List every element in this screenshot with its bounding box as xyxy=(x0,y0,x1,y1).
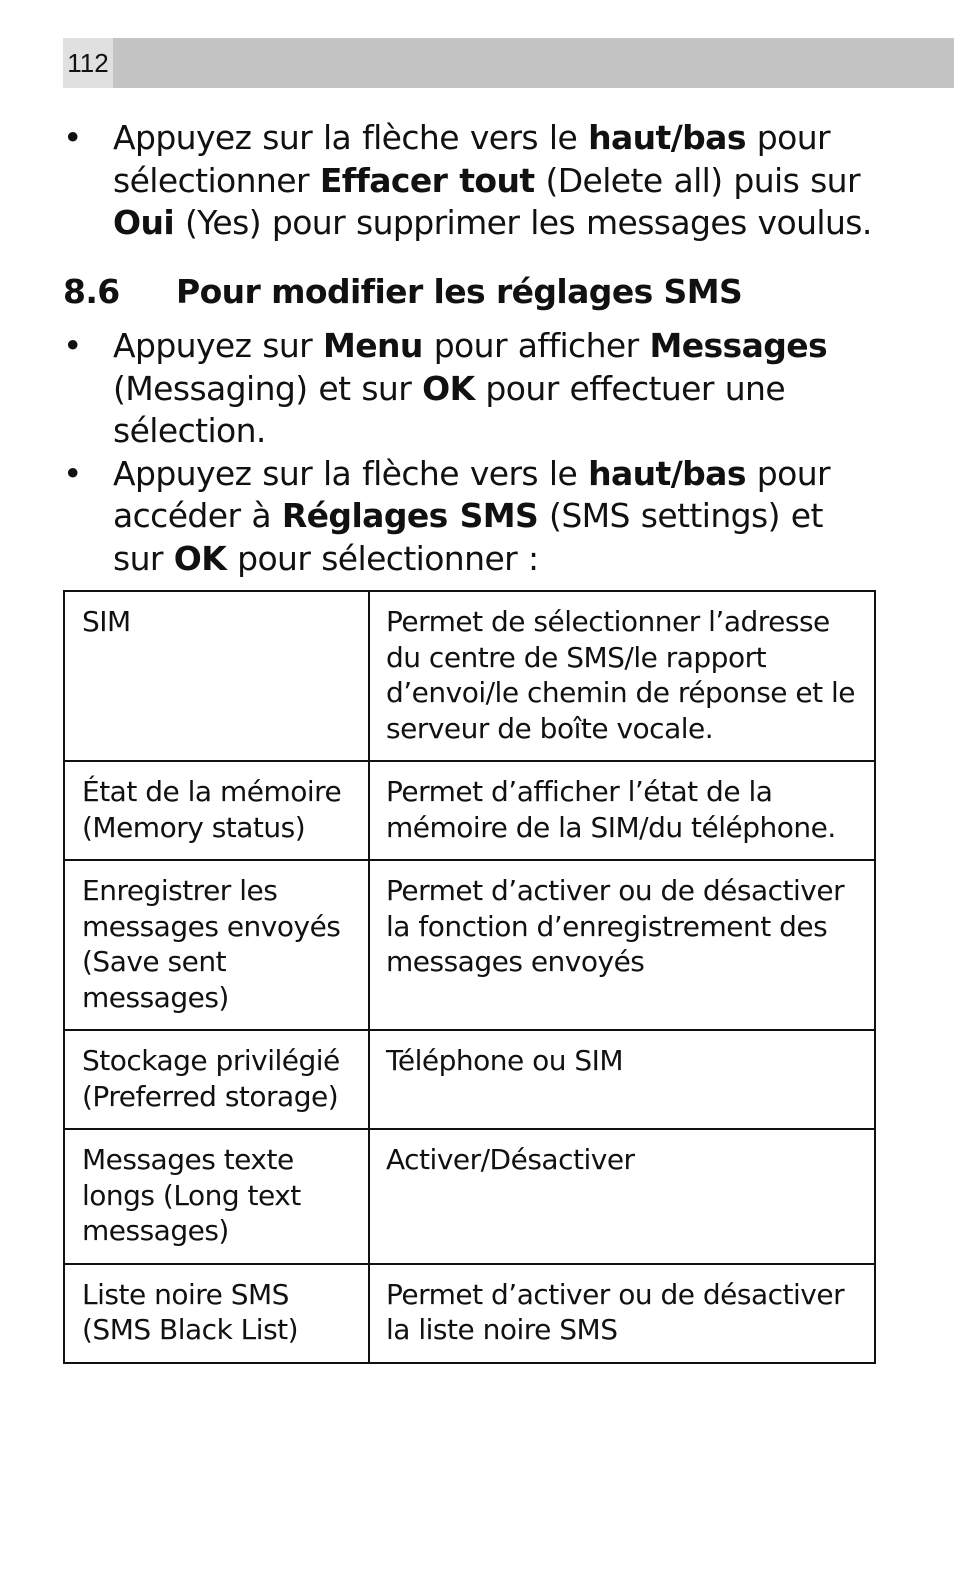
text-run: pour effectuer une sélection. xyxy=(113,368,786,450)
text-run: (Messaging) et sur xyxy=(113,368,423,408)
section-heading xyxy=(63,270,742,314)
bullet-text xyxy=(113,326,827,450)
setting-description-cell: Téléphone ou SIM xyxy=(369,1030,875,1129)
bullet-dot: • xyxy=(63,453,82,493)
sms-settings-table xyxy=(63,590,876,1364)
setting-description-cell: Permet d’afficher l’état de la mémoire de la SIM/du téléphone. xyxy=(369,761,875,860)
table-row xyxy=(64,761,875,860)
setting-name-cell: Stockage privilégié (Preferred storage) xyxy=(64,1030,369,1129)
text-run: pour sélectionner : xyxy=(226,538,539,578)
sms-settings-table-body xyxy=(64,591,875,1363)
bold-term: Menu xyxy=(323,326,423,365)
instructions-bullet-list xyxy=(63,325,876,580)
setting-description-cell: Permet d’activer ou de désactiver la liste noire SMS xyxy=(369,1264,875,1363)
bold-term: haut/bas xyxy=(588,453,746,493)
table-row xyxy=(64,591,875,761)
bold-term: Réglages SMS xyxy=(281,496,539,535)
table-row xyxy=(64,1129,875,1264)
table-row xyxy=(64,860,875,1030)
setting-description-cell: Activer/Désactiver xyxy=(369,1129,875,1264)
section-title: Pour modifier les réglages SMS xyxy=(176,272,743,311)
bullet-delete-all xyxy=(63,117,876,245)
text-run: (Yes) pour supprimer les messages voulus. xyxy=(174,203,872,242)
page-number: 112 xyxy=(63,38,113,88)
bold-term: OK xyxy=(422,368,475,408)
bullet-dot: • xyxy=(63,326,82,365)
text-run: Appuyez sur xyxy=(113,326,323,365)
table-row xyxy=(64,1264,875,1363)
bold-term: Messages xyxy=(649,326,828,365)
instructions-section xyxy=(63,325,876,580)
bullet-text xyxy=(113,454,830,578)
setting-name-cell: Liste noire SMS (SMS Black List) xyxy=(64,1264,369,1363)
text-run: pour afficher xyxy=(422,326,650,365)
section-number: 8.6 xyxy=(63,272,120,311)
intro-bullet-list xyxy=(63,117,876,245)
bold-term: haut/bas xyxy=(588,118,746,157)
text-run: (SMS settings) et sur xyxy=(113,496,823,578)
bullet-dot: • xyxy=(63,118,82,157)
bold-term: OK xyxy=(173,538,227,578)
bullet-open-sms-settings xyxy=(63,453,876,581)
bullet-open-messaging xyxy=(63,325,876,453)
setting-name-cell: SIM xyxy=(64,591,369,761)
text-run: Appuyez sur la flèche vers le xyxy=(113,118,589,157)
text-run: Appuyez sur la flèche vers le xyxy=(113,453,589,493)
setting-description-cell: Permet de sélectionner l’adresse du centre de SMS/le rapport d’envoi/le chemin de réponse et le serveur de boîte vocale. xyxy=(369,591,875,761)
table-row xyxy=(64,1030,875,1129)
text-run: (Delete all) puis sur xyxy=(534,160,860,200)
bold-term: Oui xyxy=(113,203,175,242)
page-header-bar xyxy=(63,38,954,88)
intro-section xyxy=(63,117,876,245)
text-run: pour sélectionner xyxy=(113,118,831,200)
text-run: pour accéder à xyxy=(113,453,831,535)
setting-description-cell: Permet d’activer ou de désactiver la fonction d’enregistrement des messages envoyés xyxy=(369,860,875,1030)
setting-name-cell: État de la mémoire (Memory status) xyxy=(64,761,369,860)
bold-term: Effacer tout xyxy=(319,160,535,200)
setting-name-cell: Messages texte longs (Long text messages) xyxy=(64,1129,369,1264)
bullet-text xyxy=(113,118,872,242)
setting-name-cell: Enregistrer les messages envoyés (Save sent messages) xyxy=(64,860,369,1030)
